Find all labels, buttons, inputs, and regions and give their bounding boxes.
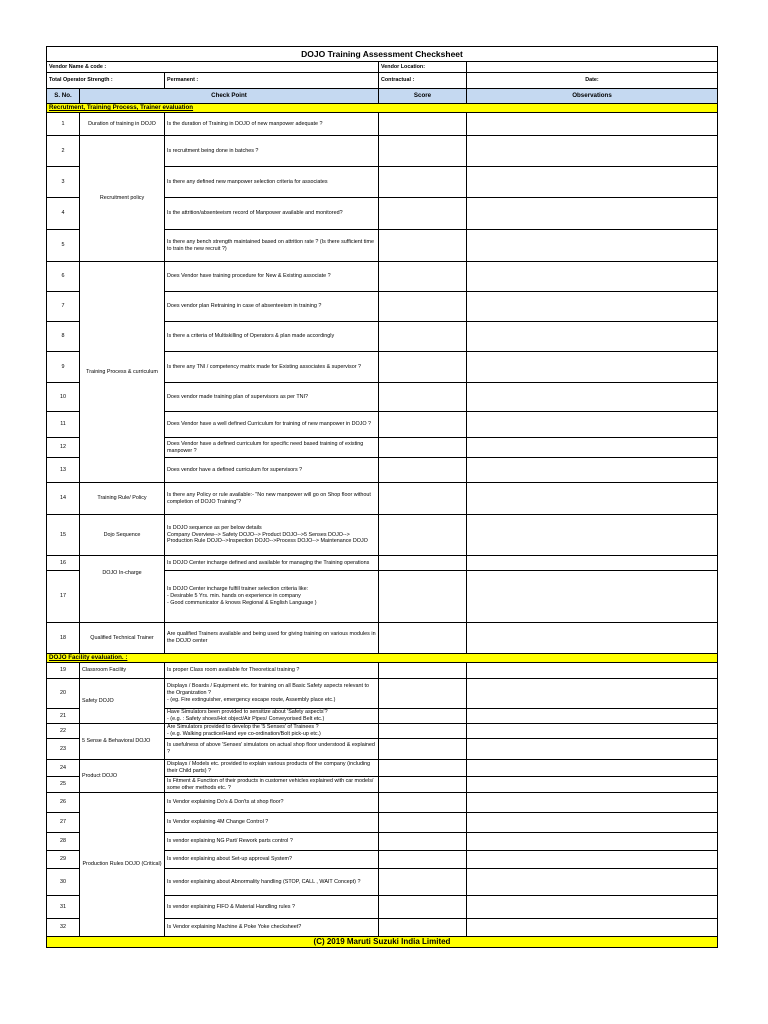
checkpoint-question: Is vendor explaining about Abnormality handling (STOP, CALL , WAIT Concept) ? [165,869,379,896]
score-cell[interactable] [379,322,467,352]
total-operator-label: Total Operator Strength : [47,73,165,89]
row-number: 11 [47,412,80,438]
checkpoint-question: Does vendor plan Retraining in case of absenteeism in training ? [165,292,379,322]
checkpoint-question: Are qualified Trainers available and being used for giving training on various modules in the DOJO center [165,623,379,654]
category-label: Product DOJO [80,760,165,793]
category-label: Classroom Facility [80,663,165,679]
observation-cell[interactable] [467,322,718,352]
score-cell[interactable] [379,679,467,709]
score-cell[interactable] [379,869,467,896]
checkpoint-question: Is DOJO sequence as per below details Company Overview--> Safety DOJO--> Product DOJO-->5 Senses DOJO--> Production Rule DOJO-->Inspection DOJO-->Process DOJO--> Maintenance DOJO [165,515,379,556]
checkpoint-question: Is there any defined new manpower selection criteria for associates [165,167,379,198]
observation-cell[interactable] [467,724,718,739]
score-cell[interactable] [379,515,467,556]
row-number: 5 [47,230,80,262]
category-label: DOJO In-charge [80,556,165,623]
score-cell[interactable] [379,352,467,383]
checkpoint-question: Is vendor explaining about Set-up approval System? [165,851,379,869]
score-cell[interactable] [379,262,467,292]
row-number: 15 [47,515,80,556]
row-number: 4 [47,198,80,230]
checkpoint-question: Is there a criteria of Multiskilling of Operators & plan made accordingly [165,322,379,352]
category-label: Training Rule/ Policy [80,483,165,515]
observation-cell[interactable] [467,383,718,412]
checkpoint-question: Is vendor explaining FIFO & Material Handling rules ? [165,896,379,919]
checkpoint-question: Does vendor made training plan of supervisors as per TNI? [165,383,379,412]
observation-cell[interactable] [467,679,718,709]
row-number: 3 [47,167,80,198]
observation-cell[interactable] [467,813,718,833]
checkpoint-question: Is there any bench strength maintained based on attrition rate ? (Is there sufficient time to train the new recruit ?) [165,230,379,262]
observation-cell[interactable] [467,851,718,869]
score-cell[interactable] [379,813,467,833]
row-number: 27 [47,813,80,833]
contractual-label: Contractual : [379,73,467,89]
observation-cell[interactable] [467,483,718,515]
category-label: Dojo Sequence [80,515,165,556]
observation-cell[interactable] [467,412,718,438]
score-cell[interactable] [379,571,467,623]
checkpoint-question: Does vendor have a defined curriculum for supervisors ? [165,458,379,483]
checkpoint-question: Is there any Policy or rule available:- "No new manpower will go on Shop floor without completion of DOJO Training"? [165,483,379,515]
observation-cell[interactable] [467,136,718,167]
observation-cell[interactable] [467,777,718,793]
checkpoint-question: Is Vendor explaining 4M Change Control ? [165,813,379,833]
observation-cell[interactable] [467,896,718,919]
category-label: Production Rules DOJO (Critical) [80,793,165,937]
score-cell[interactable] [379,483,467,515]
row-number: 20 [47,679,80,709]
score-cell[interactable] [379,383,467,412]
checkpoint-question: Displays / Models etc. provided to explain various products of the company (including their Child parts) ? [165,760,379,777]
checkpoint-question: Is DOJO Center incharge defined and available for managing the Training operations [165,556,379,571]
header-checkpoint: Check Point [80,89,379,104]
row-number: 17 [47,571,80,623]
observation-cell[interactable] [467,556,718,571]
row-number: 24 [47,760,80,777]
score-cell[interactable] [379,438,467,458]
observation-cell[interactable] [467,663,718,679]
checksheet-table [46,46,718,948]
row-number: 32 [47,919,80,937]
checkpoint-question: Is Vendor explaining Do's & Don'ts at shop floor? [165,793,379,813]
checkpoint-question: Does Vendor have a defined curriculum for specific need based training of existing manpower ? [165,438,379,458]
checkpoint-question: Is DOJO Center incharge fulfill trainer selection criteria like: - Desirable 5 Yrs. min. hands on experience in company - Good communicator & knows Regional & English Language ) [165,571,379,623]
score-cell[interactable] [379,760,467,777]
observation-cell[interactable] [467,793,718,813]
vendor-name-label: Vendor Name & code : [47,62,379,73]
observation-cell[interactable] [467,262,718,292]
score-cell[interactable] [379,113,467,136]
score-cell[interactable] [379,851,467,869]
score-cell[interactable] [379,412,467,438]
row-number: 6 [47,262,80,292]
checkpoint-question: Is proper Class room available for Theoretical training ? [165,663,379,679]
score-cell[interactable] [379,230,467,262]
score-cell[interactable] [379,777,467,793]
observation-cell[interactable] [467,623,718,654]
row-number: 25 [47,777,80,793]
score-cell[interactable] [379,793,467,813]
score-cell[interactable] [379,739,467,760]
observation-cell[interactable] [467,571,718,623]
section-title: Recrutment, Training Process, Trainer evaluation [47,104,718,113]
row-number: 10 [47,383,80,412]
observation-cell[interactable] [467,739,718,760]
vendor-location-value[interactable] [467,62,718,73]
observation-cell[interactable] [467,760,718,777]
observation-cell[interactable] [467,919,718,937]
row-number: 8 [47,322,80,352]
checkpoint-question: Is recruitment being done in batches ? [165,136,379,167]
checkpoint-question: Does Vendor have training procedure for New & Existing associate ? [165,262,379,292]
checkpoint-question: Have Simulators been provided to sensitize about 'Safety aspects'? - (e.g. : Safety shoes/Hot object/Air Pipes/ Conveyorised Belt etc.) [165,709,379,724]
category-label: Training Process & curriculum [80,262,165,483]
category-label: Recruitment policy [80,136,165,262]
sheet-title: DOJO Training Assessment Checksheet [47,47,718,62]
category-label: 5 Sense & Behavioral DOJO [80,724,165,760]
checkpoint-question: Displays / Boards / Equipment etc. for training on all Basic Safety aspects relevant to the Organization ? - (eg. Fire extinguisher, emergency escape route, Assembly place etc.) [165,679,379,709]
row-number: 14 [47,483,80,515]
row-number: 19 [47,663,80,679]
observation-cell[interactable] [467,869,718,896]
checkpoint-question: Is there any TNI / competency matrix made for Existing associates & supervisor ? [165,352,379,383]
observation-cell[interactable] [467,167,718,198]
row-number: 18 [47,623,80,654]
observation-cell[interactable] [467,458,718,483]
row-number: 21 [47,709,80,724]
score-cell[interactable] [379,724,467,739]
checkpoint-question: Is vendor explaining NG Part/ Rework parts control ? [165,833,379,851]
row-number: 30 [47,869,80,896]
row-number: 26 [47,793,80,813]
observation-cell[interactable] [467,292,718,322]
score-cell[interactable] [379,709,467,724]
category-label: Safety DOJO [80,679,165,724]
checkpoint-question: Is the attrition/absenteeism record of Manpower available and monitored? [165,198,379,230]
row-number: 22 [47,724,80,739]
checkpoint-question: Are Simulators provided to develop the '5 Senses' of Trainees ? - (e.g. Walking practice/Hand eye co-ordination/Bolt pick-up etc.) [165,724,379,739]
checkpoint-question: Is Fitment & Function of their products in customer vehicles explained with car models/ some other methods etc. ? [165,777,379,793]
row-number: 1 [47,113,80,136]
observation-cell[interactable] [467,352,718,383]
header-observations: Observations [467,89,718,104]
row-number: 16 [47,556,80,571]
score-cell[interactable] [379,833,467,851]
row-number: 23 [47,739,80,760]
row-number: 9 [47,352,80,383]
vendor-location-label: Vendor Location: [379,62,467,73]
checkpoint-question: Is Vendor explaining Machine & Poke Yoke checksheet? [165,919,379,937]
section-title: DOJO Facility evaluation. : [47,654,718,663]
checkpoint-question: Is usefulness of above 'Senses' simulators on actual shop floor understood & explained ? [165,739,379,760]
row-number: 2 [47,136,80,167]
score-cell[interactable] [379,198,467,230]
score-cell[interactable] [379,292,467,322]
score-cell[interactable] [379,896,467,919]
observation-cell[interactable] [467,230,718,262]
observation-cell[interactable] [467,438,718,458]
row-number: 13 [47,458,80,483]
row-number: 7 [47,292,80,322]
category-label: Qualified Technical Trainer [80,623,165,654]
footer-copyright: (C) 2019 Maruti Suzuki India Limited [47,937,718,948]
row-number: 28 [47,833,80,851]
observation-cell[interactable] [467,113,718,136]
observation-cell[interactable] [467,198,718,230]
category-label: Duration of training in DOJO [80,113,165,136]
observation-cell[interactable] [467,515,718,556]
score-cell[interactable] [379,919,467,937]
header-score: Score [379,89,467,104]
permanent-label: Permanent : [165,73,379,89]
row-number: 12 [47,438,80,458]
observation-cell[interactable] [467,709,718,724]
row-number: 31 [47,896,80,919]
score-cell[interactable] [379,136,467,167]
checkpoint-question: Does Vendor have a well defined Curriculum for training of new manpower in DOJO ? [165,412,379,438]
row-number: 29 [47,851,80,869]
checkpoint-question: Is the duration of Training in DOJO of new manpower adequate ? [165,113,379,136]
score-cell[interactable] [379,663,467,679]
score-cell[interactable] [379,167,467,198]
score-cell[interactable] [379,623,467,654]
date-label: Date: [467,73,718,89]
observation-cell[interactable] [467,833,718,851]
score-cell[interactable] [379,458,467,483]
score-cell[interactable] [379,556,467,571]
header-sno: S. No. [47,89,80,104]
